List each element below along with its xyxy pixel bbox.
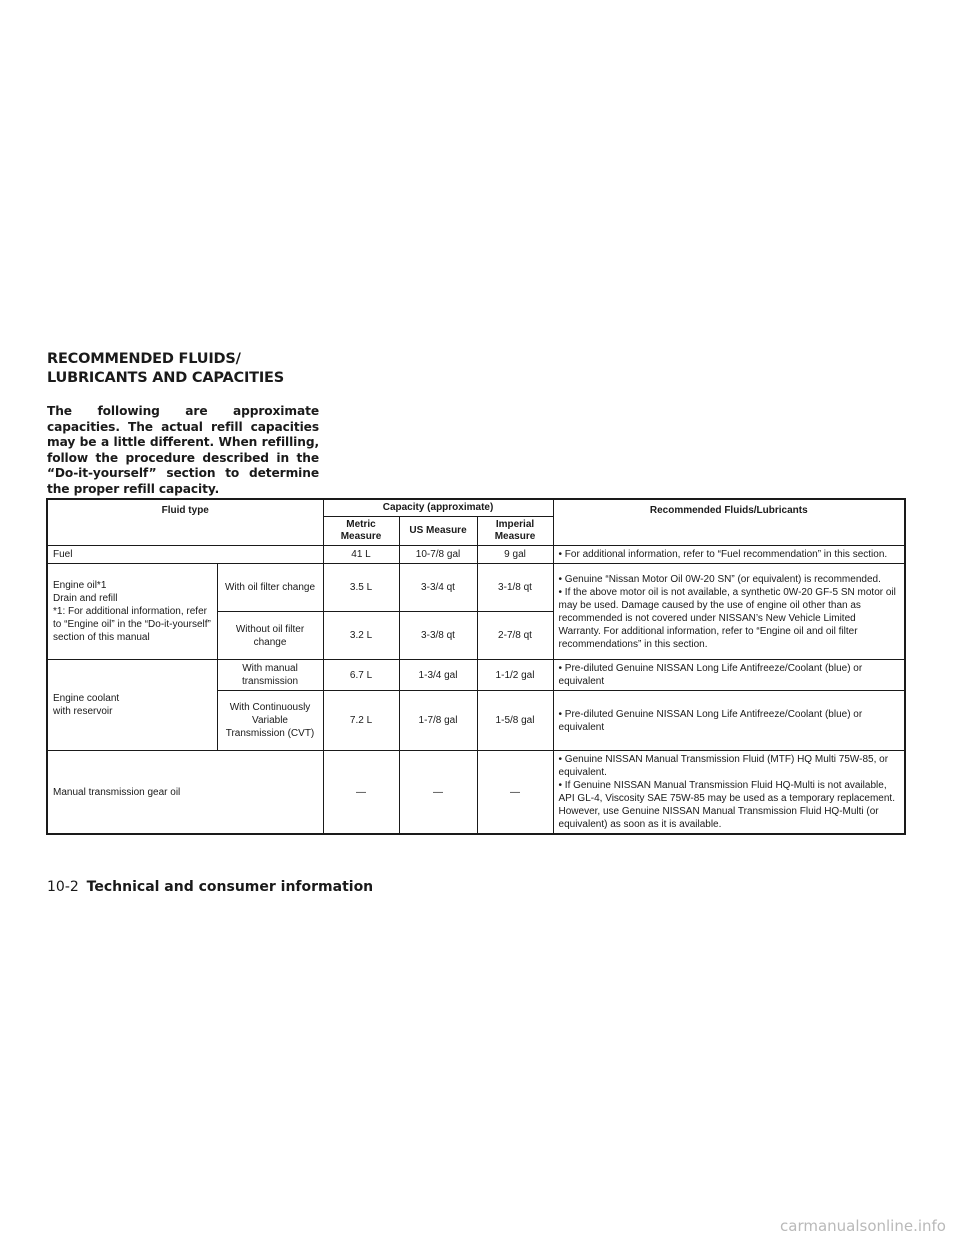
coolant-label-line: Engine coolant xyxy=(53,693,120,704)
table-row-coolant-manual xyxy=(47,660,905,691)
fluids-capacities-table xyxy=(46,498,906,835)
mt-gear-oil-recommended-line: • If Genuine NISSAN Manual Transmission Fluid HQ-Multi is not available, API GL-4, Viscosity SAE 75W-85 may be used as a temporary replacement. However, use Genuine NISSAN Manual Transmission Fluid HQ-Multi (or equivalent) as soon as it is available. xyxy=(558,780,895,830)
watermark: carmanualsonline.info xyxy=(780,1217,946,1235)
page-footer xyxy=(47,877,373,896)
engine-oil-recommended xyxy=(553,564,905,660)
oil-without-filter-metric: 3.2 L xyxy=(323,612,399,660)
mt-gear-oil-imperial: — xyxy=(477,751,553,835)
table-row-mt-gear-oil xyxy=(47,751,905,835)
coolant-manual-imperial: 1-1/2 gal xyxy=(477,660,553,691)
section-title xyxy=(47,350,284,388)
mt-gear-oil-us: — xyxy=(399,751,477,835)
engine-oil-recommended-line: • Genuine “Nissan Motor Oil 0W-20 SN” (or equivalent) is recommended. xyxy=(558,573,881,585)
header-metric: Metric Measure xyxy=(323,517,399,546)
header-capacity: Capacity (approximate) xyxy=(323,499,553,517)
table-row-engine-oil-with-filter xyxy=(47,564,905,612)
oil-without-filter-label: Without oil filter change xyxy=(217,612,323,660)
section-title-line1: RECOMMENDED FLUIDS/ xyxy=(47,351,241,367)
engine-oil-label xyxy=(47,564,217,660)
mt-gear-oil-recommended xyxy=(553,751,905,835)
oil-with-filter-imperial: 3-1/8 qt xyxy=(477,564,553,612)
fuel-recommended: • For additional information, refer to “Fuel recommendation” in this section. xyxy=(553,546,905,564)
coolant-label-line: with reservoir xyxy=(53,706,113,717)
coolant-manual-us: 1-3/4 gal xyxy=(399,660,477,691)
engine-oil-recommended-line: • If the above motor oil is not available, a synthetic 0W-20 GF-5 SN motor oil may be used. Damage caused by the use of engine oil other than as recommended is not covered under NISSAN’s New Vehicle Limited Warranty. For additional information, refer to “Engine oil and oil filter recommendations” in this section. xyxy=(558,586,896,650)
section-title-line2: LUBRICANTS AND CAPACITIES xyxy=(47,370,284,386)
table-row-fuel xyxy=(47,546,905,564)
coolant-cvt-metric: 7.2 L xyxy=(323,691,399,751)
engine-oil-label-line: Engine oil*1 xyxy=(53,580,107,591)
header-us: US Measure xyxy=(399,517,477,546)
oil-without-filter-imperial: 2-7/8 qt xyxy=(477,612,553,660)
intro-paragraph: The following are approximate capacities. The actual refill capacities may be a little different. When refilling, follow the procedure described in the “Do-it-yourself” section to determine the proper refill capacity. xyxy=(47,404,319,496)
oil-without-filter-us: 3-3/8 qt xyxy=(399,612,477,660)
oil-with-filter-us: 3-3/4 qt xyxy=(399,564,477,612)
fuel-label: Fuel xyxy=(47,546,323,564)
mt-gear-oil-label: Manual transmission gear oil xyxy=(47,751,323,835)
coolant-cvt-recommended: • Pre-diluted Genuine NISSAN Long Life Antifreeze/Coolant (blue) or equivalent xyxy=(553,691,905,751)
fuel-us: 10-7/8 gal xyxy=(399,546,477,564)
coolant-manual-metric: 6.7 L xyxy=(323,660,399,691)
header-fluid-type: Fluid type xyxy=(47,499,323,546)
fuel-metric: 41 L xyxy=(323,546,399,564)
page-number: 10-2 xyxy=(47,879,79,895)
header-recommended: Recommended Fluids/Lubricants xyxy=(553,499,905,546)
engine-oil-label-line: Drain and refill xyxy=(53,593,118,604)
header-imperial: Imperial Measure xyxy=(477,517,553,546)
oil-with-filter-label: With oil filter change xyxy=(217,564,323,612)
coolant-manual-recommended: • Pre-diluted Genuine NISSAN Long Life Antifreeze/Coolant (blue) or equivalent xyxy=(553,660,905,691)
mt-gear-oil-recommended-line: • Genuine NISSAN Manual Transmission Fluid (MTF) HQ Multi 75W-85, or equivalent. xyxy=(558,754,889,778)
chapter-title: Technical and consumer information xyxy=(86,879,374,895)
coolant-cvt-us: 1-7/8 gal xyxy=(399,691,477,751)
engine-oil-footnote: *1: For additional information, refer to “Engine oil” in the “Do-it-yourself” section of this manual xyxy=(53,606,211,643)
coolant-cvt-imperial: 1-5/8 gal xyxy=(477,691,553,751)
table-header-row xyxy=(47,499,905,517)
mt-gear-oil-metric: — xyxy=(323,751,399,835)
coolant-cvt-label: With Continuously Variable Transmission (CVT) xyxy=(217,691,323,751)
fuel-imperial: 9 gal xyxy=(477,546,553,564)
coolant-manual-label: With manual transmission xyxy=(217,660,323,691)
oil-with-filter-metric: 3.5 L xyxy=(323,564,399,612)
coolant-label xyxy=(47,660,217,751)
